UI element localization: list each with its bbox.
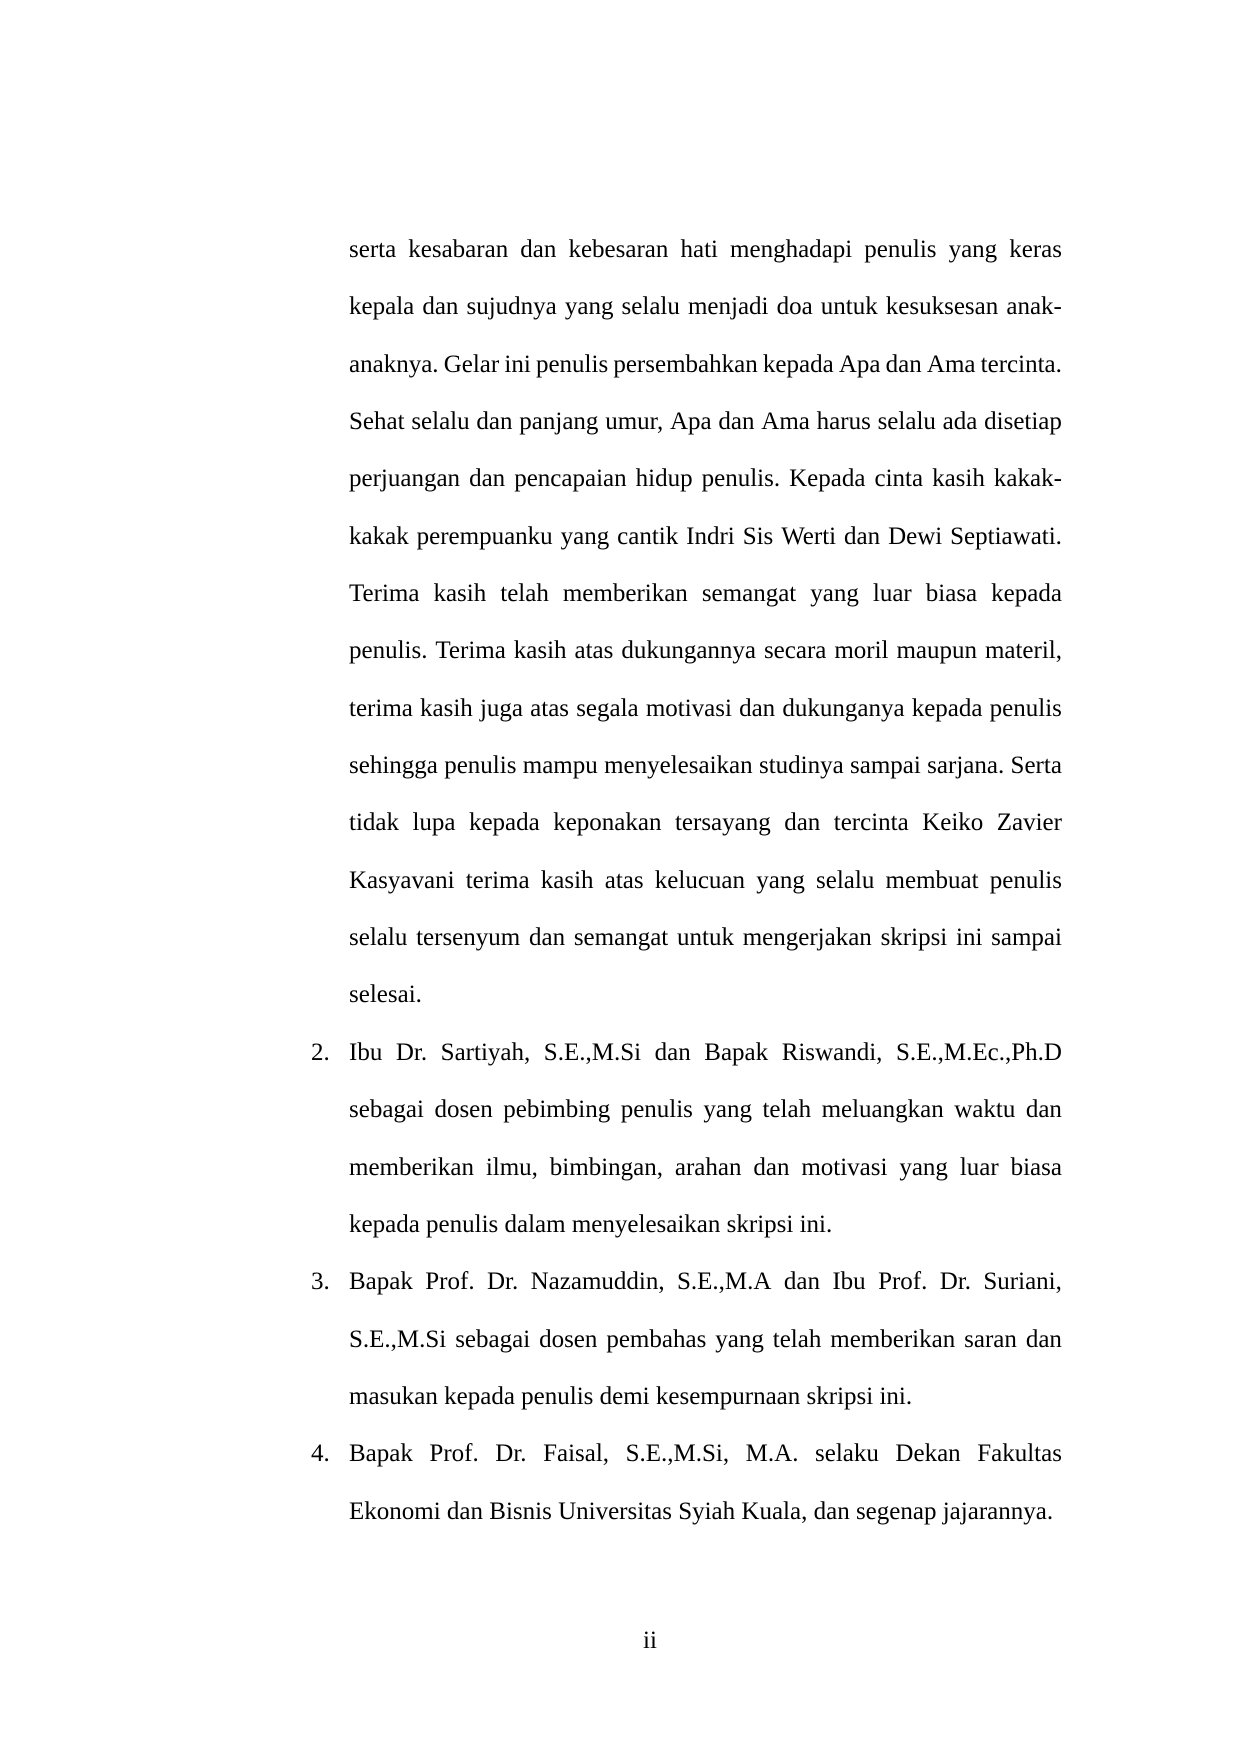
word: dan (469, 465, 506, 493)
word: kasih (433, 580, 487, 608)
word: biasa (1010, 1153, 1062, 1181)
word: anaknya. (349, 350, 439, 378)
word: dan (885, 350, 922, 378)
word: Bisnis (489, 1497, 552, 1525)
word: persembahkan (613, 350, 758, 378)
word: menghadapi (730, 236, 853, 263)
word: penulis (535, 350, 609, 378)
word: telah (762, 1096, 812, 1124)
word: Terima (349, 580, 420, 608)
word: penulis (864, 236, 937, 263)
word: penulis. (349, 637, 428, 665)
word: ini. (879, 1382, 913, 1410)
text-line (349, 403, 1062, 460)
word: dan (476, 408, 513, 436)
word: Zavier (996, 809, 1062, 837)
word: dan (446, 1497, 484, 1525)
word: kepada (444, 1382, 515, 1410)
word: memberikan (349, 1153, 474, 1181)
word: telah (500, 580, 549, 608)
word: dan (739, 694, 776, 722)
word: perempuanku (416, 522, 553, 550)
word: Sis (742, 522, 774, 550)
word: maupun (896, 637, 977, 665)
word: untuk (677, 924, 734, 952)
word: Bapak (349, 1268, 413, 1296)
word: dosen (434, 1096, 493, 1124)
word: ini (504, 350, 531, 378)
word: Sartiyah, (440, 1038, 531, 1066)
word: dan (520, 236, 557, 263)
text-line (349, 690, 1062, 747)
word: dukungannya (621, 637, 757, 665)
word: skripsi (880, 924, 948, 952)
word: jajarannya. (942, 1497, 1054, 1525)
word: selaku (815, 1440, 879, 1468)
word: Dr. (939, 1268, 972, 1296)
word: Nazamuddin, (530, 1268, 665, 1296)
list-number: 4. (311, 1440, 330, 1468)
word: S.E.,M.Si (543, 1038, 642, 1066)
word: Bapak (349, 1440, 413, 1468)
word: penulis (521, 1382, 594, 1410)
word: Dr. (495, 1440, 527, 1468)
text-line (349, 231, 1062, 288)
word: pebimbing (503, 1096, 611, 1124)
word: dan (528, 924, 566, 952)
word: Riswandi, (781, 1038, 883, 1066)
word: Gelar (443, 350, 500, 378)
word: terima (465, 866, 530, 894)
word: tersenyum (416, 924, 521, 952)
word: ini. (799, 1210, 833, 1238)
text-line (349, 632, 1062, 689)
word: selesai. (349, 981, 422, 1009)
word: mampu (522, 752, 598, 780)
word: dan (753, 1153, 790, 1181)
word: dan (718, 408, 755, 436)
word: tersayang (674, 809, 771, 837)
word: kepada (349, 1210, 420, 1238)
word: mengerjakan (742, 924, 872, 952)
word: S.E.,M.Si, (625, 1440, 730, 1468)
word: Fakultas (977, 1440, 1062, 1468)
text-line (349, 1034, 1062, 1091)
word: dan (813, 1497, 850, 1525)
word: selalu (411, 408, 470, 436)
word: anak- (1006, 293, 1062, 321)
word: motivasi (801, 1153, 888, 1181)
word: Indri (686, 522, 735, 550)
text-line (349, 1378, 1062, 1435)
word: penulis (989, 866, 1062, 894)
word: secara (763, 637, 827, 665)
word: Serta (1010, 752, 1062, 780)
word: skripsi (726, 1210, 794, 1238)
word: penulis (620, 1096, 693, 1124)
word: menyelesaikan (571, 1210, 721, 1238)
word: sarjana. (927, 752, 1005, 780)
word: menyelesaikan (604, 752, 753, 780)
word: luar (959, 1153, 999, 1181)
word: Dr. (486, 1268, 519, 1296)
text-line (349, 346, 1062, 403)
word: lupa (412, 809, 456, 837)
word: meluangkan (821, 1096, 944, 1124)
word: Apa (669, 408, 712, 436)
word: yang (564, 293, 614, 321)
text-line (349, 1263, 1062, 1320)
word: dukunganya (782, 694, 905, 722)
word: tercinta (833, 809, 909, 837)
word: motivasi (645, 694, 732, 722)
word: sebagai (349, 1096, 424, 1124)
word: dan (654, 1038, 691, 1066)
word: studinya (758, 752, 844, 780)
word: masukan (349, 1382, 438, 1410)
word: Syiah (678, 1497, 736, 1525)
text-line (349, 1091, 1062, 1148)
word: dan (1025, 1325, 1062, 1353)
word: hidup (635, 465, 693, 493)
word: selalu (816, 866, 875, 894)
word: skripsi (806, 1382, 874, 1410)
word: kepada (468, 809, 540, 837)
word: Prof. (878, 1268, 928, 1296)
body-text (311, 231, 1062, 1550)
word: disetiap (984, 408, 1062, 436)
text-line (349, 1435, 1062, 1492)
word: Dewi (888, 522, 943, 550)
word: Ibu (349, 1038, 383, 1066)
word: yang (703, 1096, 752, 1124)
word: waktu (954, 1096, 1016, 1124)
list-item-4 (311, 1435, 1062, 1550)
text-line (349, 518, 1062, 575)
list-number: 2. (311, 1038, 330, 1066)
word: Prof. (429, 1440, 479, 1468)
word: bimbingan, (549, 1153, 663, 1181)
word: luar (872, 580, 912, 608)
word: penulis. (701, 465, 781, 493)
word: atas (530, 694, 570, 722)
word: Apa (838, 350, 881, 378)
word: perjuangan (349, 465, 461, 493)
text-line (349, 804, 1062, 861)
word: Sehat (349, 408, 405, 436)
word: kepada (762, 350, 834, 378)
word: kepala (349, 293, 415, 321)
word: yang (715, 1325, 764, 1353)
word: kasih (540, 866, 594, 894)
word: keras (1009, 236, 1062, 263)
word: membuat (885, 866, 979, 894)
word: harus (816, 408, 871, 436)
word: penulis (444, 752, 517, 780)
text-line (349, 919, 1062, 976)
word: serta (349, 236, 397, 263)
word: sehingga (349, 752, 438, 780)
word: Ama (926, 350, 976, 378)
word: Ekonomi (349, 1497, 441, 1525)
word: dan (1025, 1096, 1062, 1124)
list-item-2 (311, 1034, 1062, 1263)
word: Terima (435, 637, 506, 665)
word: selalu (621, 293, 680, 321)
word: Prof. (425, 1268, 475, 1296)
word: Kuala, (741, 1497, 808, 1525)
word: cantik (617, 522, 679, 550)
word: tidak (349, 809, 399, 837)
list-item-3 (311, 1263, 1062, 1435)
word: kesabaran (408, 236, 509, 263)
word: kepada (991, 580, 1062, 608)
word: memberikan (830, 1325, 956, 1353)
text-line (349, 1206, 1062, 1263)
word: penulis (426, 1210, 499, 1238)
word: dosen (539, 1325, 598, 1353)
word: yang (756, 866, 805, 894)
word: ini (956, 924, 983, 952)
word: kasih (513, 637, 567, 665)
word: kakak- (993, 465, 1062, 493)
word: kasih (420, 694, 473, 722)
word: demi (599, 1382, 650, 1410)
word: yang (899, 1153, 948, 1181)
word: penulis (989, 694, 1062, 722)
word: dan (422, 293, 459, 321)
word: pembahas (606, 1325, 707, 1353)
word: keponakan (553, 809, 662, 837)
word: untuk (820, 293, 878, 321)
word: Universitas (558, 1497, 672, 1525)
text-line (349, 1321, 1062, 1378)
word: pencapaian (514, 465, 627, 493)
word: kebesaran (568, 236, 669, 263)
word: dan (783, 1268, 820, 1296)
word: Bapak (704, 1038, 769, 1066)
word: juga (479, 694, 523, 722)
word: Suriani, (983, 1268, 1062, 1296)
word: biasa (925, 580, 978, 608)
word: tercinta. (980, 350, 1062, 378)
text-line (349, 976, 1062, 1033)
word: menjadi (687, 293, 769, 321)
word: Ama (761, 408, 810, 436)
word: kesuksesan (885, 293, 999, 321)
word: Dr. (395, 1038, 428, 1066)
word: sampai (850, 752, 921, 780)
word: Kasyavani (349, 866, 455, 894)
text-line (349, 862, 1062, 919)
word: dan (784, 809, 821, 837)
word: atas (604, 866, 644, 894)
word: yang (948, 236, 998, 263)
word: umur, (605, 408, 664, 436)
continuation-paragraph (349, 231, 1062, 1034)
word: cinta (874, 465, 924, 493)
word: moril (834, 637, 889, 665)
text-line (349, 288, 1062, 345)
word: Faisal, (543, 1440, 610, 1468)
word: segenap (855, 1497, 937, 1525)
word: M.A. (745, 1440, 799, 1468)
page-number: ii (643, 1627, 657, 1654)
word: doa (776, 293, 813, 321)
word: panjang (519, 408, 599, 436)
word: Ibu (832, 1268, 866, 1296)
word: Werti (781, 522, 837, 550)
text-line (349, 1149, 1062, 1206)
word: Keiko (922, 809, 984, 837)
word: atas (574, 637, 614, 665)
word: kasih (932, 465, 985, 493)
word: semangat (701, 580, 797, 608)
text-line (349, 1493, 1062, 1550)
word: hati (680, 236, 718, 263)
word: saran (964, 1325, 1017, 1353)
word: kakak (349, 522, 409, 550)
word: sebagai (455, 1325, 531, 1353)
text-line (349, 575, 1062, 632)
word: terima (349, 694, 413, 722)
word: Kepada (789, 465, 866, 493)
word: Dekan (895, 1440, 961, 1468)
word: selalu (349, 924, 408, 952)
list-number: 3. (311, 1268, 330, 1296)
word: S.E.,M.Ec.,Ph.D (895, 1038, 1062, 1066)
word: memberikan (562, 580, 688, 608)
word: kelucuan (654, 866, 746, 894)
word: yang (810, 580, 859, 608)
word: kepada (911, 694, 983, 722)
word: segala (576, 694, 639, 722)
word: materil, (984, 637, 1062, 665)
word: sampai (991, 924, 1062, 952)
word: sujudnya (466, 293, 557, 321)
word: arahan (674, 1153, 742, 1181)
word: dalam (504, 1210, 566, 1238)
word: semangat (573, 924, 669, 952)
word: ada (942, 408, 978, 436)
word: Septiawati. (950, 522, 1062, 550)
word: telah (772, 1325, 822, 1353)
word: dan (844, 522, 881, 550)
word: S.E.,M.Si (349, 1325, 447, 1353)
text-line (349, 460, 1062, 517)
word: ilmu, (485, 1153, 538, 1181)
text-line (349, 747, 1062, 804)
word: selalu (877, 408, 936, 436)
word: yang (560, 522, 610, 550)
word: kesempurnaan (655, 1382, 801, 1410)
word: S.E.,M.A (676, 1268, 772, 1296)
